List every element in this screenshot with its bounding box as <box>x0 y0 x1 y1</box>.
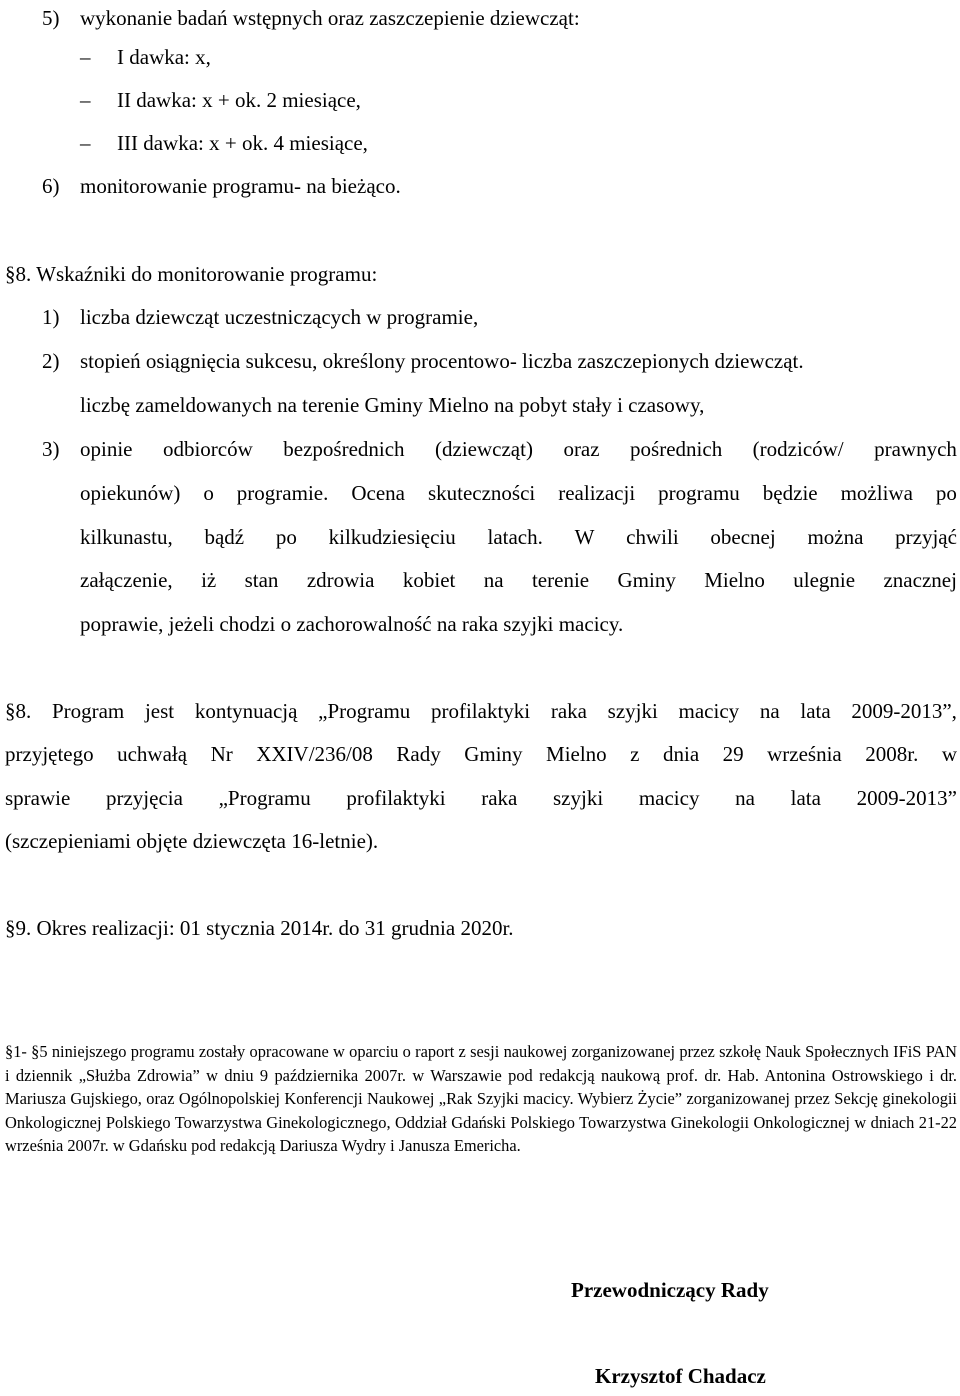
word: można <box>807 525 864 549</box>
word: Mielno <box>546 742 607 766</box>
justified-line <box>5 698 957 724</box>
word: bezpośrednich <box>283 437 405 461</box>
word: opiekunów) <box>80 481 181 505</box>
word: (dziewcząt) <box>435 437 533 461</box>
word: macicy <box>678 699 740 723</box>
dash-bullet: – <box>80 131 91 155</box>
word: lata <box>800 699 831 723</box>
word: prawnych <box>874 437 957 461</box>
word: po <box>275 525 297 549</box>
word: pośrednich <box>630 437 723 461</box>
justified-line <box>80 436 957 462</box>
word: na <box>735 786 755 810</box>
word: (rodziców/ <box>752 437 844 461</box>
word: po <box>935 481 957 505</box>
word: Gminy <box>464 742 523 766</box>
word: Gminy <box>617 568 676 592</box>
word: 2009-2013” <box>856 786 957 810</box>
word: jest <box>144 699 175 723</box>
word: raka <box>481 786 518 810</box>
word: na <box>759 699 780 723</box>
word: profilaktyki <box>346 786 446 810</box>
list-number: 5) <box>42 6 60 30</box>
word: kilkunastu, <box>80 525 173 549</box>
justified-line <box>5 741 957 767</box>
word: terenie <box>531 568 590 592</box>
dose-text: III dawka: x + ok. 4 miesiące, <box>117 131 368 155</box>
word: oraz <box>563 437 600 461</box>
word: Rady <box>396 742 441 766</box>
word: zdrowia <box>306 568 375 592</box>
word: sprawie <box>5 786 71 810</box>
word: przyjęcia <box>105 786 183 810</box>
paragraph-line: (szczepieniami objęte dziewczęta 16-letnie). <box>5 829 379 853</box>
word: programu <box>658 481 740 505</box>
word: §8. <box>5 699 32 723</box>
dash-bullet: – <box>80 45 91 69</box>
word: na <box>483 568 504 592</box>
signature-name: Krzysztof Chadacz <box>595 1364 766 1388</box>
section-heading: §8. Wskaźniki do monitorowanie programu: <box>5 262 378 286</box>
list-item-text: monitorowanie programu- na bieżąco. <box>80 174 401 198</box>
dash-bullet: – <box>80 88 91 112</box>
word: latach. <box>487 525 543 549</box>
word: Ocena <box>351 481 405 505</box>
word: XXIV/236/08 <box>256 742 373 766</box>
word: uchwałą <box>117 742 188 766</box>
word: o <box>203 481 214 505</box>
word: z <box>630 742 640 766</box>
footnote-paragraph: §1- §5 niniejszego programu zostały opracowane w oparciu o raport z sesji naukowej zorganizowanej przez szkołę Nauk Społecznych IFiS PAN i dziennik „Służba Zdrowia” w dniu 9 października 2007r. w Warszawie pod redakcją naukową prof. dr. Hab. Antonina Ostrowskiego i dr. Mariusza Gujskiego, oraz Ogólnopolskiej Konferencji Naukowej „Rak Szyjki macicy. Wybierz Życie” zorganizowanej przez Sekcję ginekologii Onkologicznej Polskiego Towarzystwa Ginekologicznego, Oddział Gdański Polskiego Towarzystwa Ginekologii Onkologicznej w dniach 21-22 września 2007r. w Gdańsku pod redakcją Dariusza Wydry i Janusza Emericha. <box>5 1042 957 1155</box>
word: chwili <box>626 525 679 549</box>
word: Program <box>51 699 125 723</box>
word: raka <box>550 699 587 723</box>
list-item-text: stopień osiągnięcia sukcesu, określony procentowo- liczba zaszczepionych dziewcząt. <box>80 349 804 373</box>
word: obecnej <box>710 525 776 549</box>
word: profilaktyki <box>430 699 531 723</box>
word: realizacji <box>558 481 636 505</box>
section-text: §9. Okres realizacji: 01 stycznia 2014r. do 31 grudnia 2020r. <box>5 916 514 940</box>
word: odbiorców <box>162 437 253 461</box>
list-number: 1) <box>42 305 60 329</box>
word: załączenie, <box>80 568 173 592</box>
word: dnia <box>662 742 700 766</box>
word: programie. <box>236 481 329 505</box>
word: przyjętego <box>5 742 94 766</box>
justified-line <box>80 480 957 506</box>
list-item-text: poprawie, jeżeli chodzi o zachorowalność na raka szyjki macicy. <box>80 612 624 636</box>
word: W <box>574 525 595 549</box>
word: będzie <box>762 481 818 505</box>
word: stan <box>244 568 279 592</box>
word: „Programu <box>218 786 311 810</box>
word: Mielno <box>704 568 765 592</box>
word: opinie <box>80 437 133 461</box>
justified-line <box>80 567 957 593</box>
word: „Programu <box>318 699 411 723</box>
word: w <box>941 742 957 766</box>
dose-text: I dawka: x, <box>117 45 211 69</box>
word: iż <box>201 568 217 592</box>
list-item-text: liczba dziewcząt uczestniczących w programie, <box>80 305 479 329</box>
word: kilkudziesięciu <box>328 525 456 549</box>
word: Nr <box>210 742 233 766</box>
dose-text: II dawka: x + ok. 2 miesiące, <box>117 88 361 112</box>
word: kobiet <box>402 568 456 592</box>
word: września <box>767 742 842 766</box>
word: możliwa <box>840 481 913 505</box>
word: szyjki <box>553 786 604 810</box>
justified-line <box>5 785 957 811</box>
word: szyjki <box>607 699 658 723</box>
signature-role: Przewodniczący Rady <box>571 1278 769 1302</box>
word: bądź <box>204 525 245 549</box>
word: kontynuacją <box>194 699 298 723</box>
list-number: 6) <box>42 174 60 198</box>
word: 2008r. <box>865 742 919 766</box>
word: ulegnie <box>793 568 856 592</box>
word: skuteczności <box>427 481 536 505</box>
word: 2009-2013”, <box>851 699 957 723</box>
justified-line <box>80 524 957 550</box>
word: 29 <box>722 742 744 766</box>
list-item-text: wykonanie badań wstępnych oraz zaszczepienie dziewcząt: <box>80 6 580 30</box>
list-item-text: liczbę zameldowanych na terenie Gminy Mielno na pobyt stały i czasowy, <box>80 393 705 417</box>
list-number: 2) <box>42 349 60 373</box>
word: lata <box>790 786 821 810</box>
list-number: 3) <box>42 437 60 461</box>
word: znacznej <box>883 568 957 592</box>
word: macicy <box>638 786 700 810</box>
word: przyjąć <box>895 525 957 549</box>
